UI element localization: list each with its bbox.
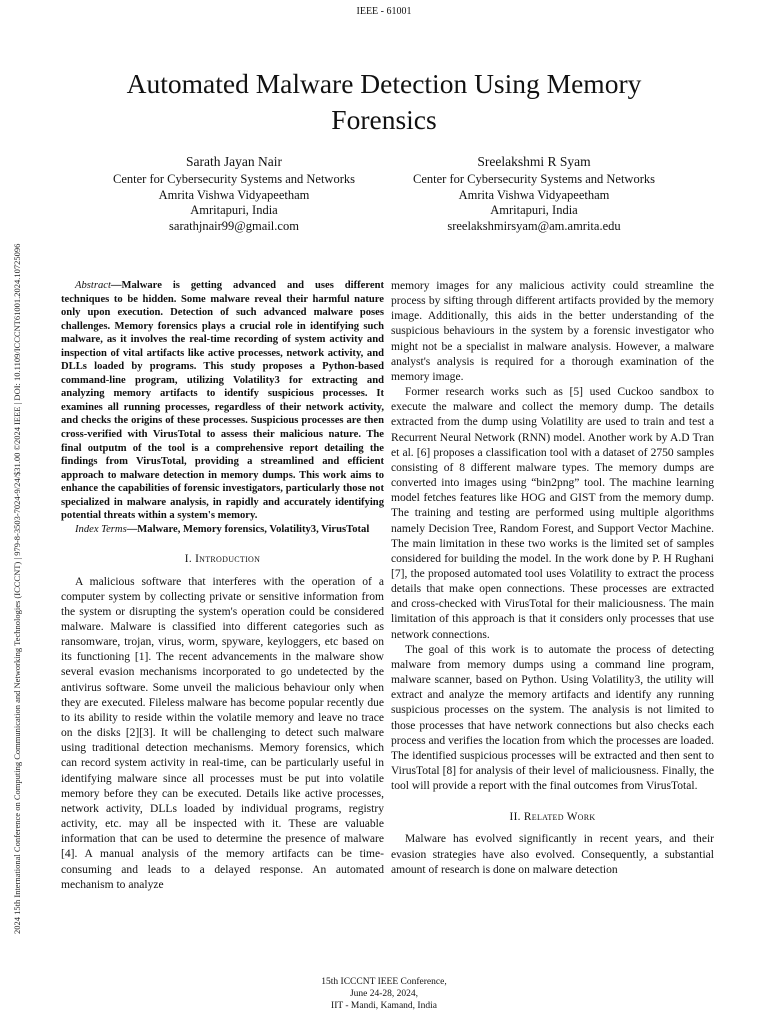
- intro-paragraph: A malicious software that interferes with the operation of a computer system by collecting private or sensitive information from the system or disrupting the system's operation could be considered malware. Malware is classified into different categories such as ransomware, trojan, virus, worm, spyware, keyloggers, etc based on its functioning [1]. The recent advancements in the malware show several evasion mechanisms incorporated to go undetected by the antivirus software. Some unveil the malicious behaviour only when they are executed. Fileless malware has become popular recently due to its ability to reside within the volatile memory and leave no trace on the disks [2][3]. It will be challenging to detect such malware using traditional detection mechanisms. Memory forensics, which can record system activity in real-time, can be particularly useful in identifying malware since all processes must be put into volatile memory before they can be executed. Details like active processes, network activity, DLLs loaded by individual programs, registry activity, etc. may all be inspected with it. These are valuable information that can be used to determine the presence of malware [4]. A manual analysis of the memory artifacts can be time-consuming and leads to a delayed response. An automated mechanism to analyze: [61, 575, 384, 891]
- abstract-label: Abstract: [75, 280, 111, 291]
- right-column: [391, 279, 714, 878]
- index-terms: [61, 523, 384, 537]
- author-email: sreelakshmirsyam@am.amrita.edu: [447, 219, 621, 234]
- author-location: Amritapuri, India: [190, 203, 278, 218]
- footer-conference: 15th ICCCNT IEEE Conference,: [321, 977, 447, 987]
- author-email: sarathjnair99@gmail.com: [169, 219, 299, 234]
- author-block-1: [84, 154, 384, 235]
- doi-side-note: 2024 15th International Conference on Computing Communication and Networking Technologies (ICCCNT) | 979-8-3503-7024-9/24/$31.00 ©2024 IEEE | DOI: 10.1109/ICCCNT61001.2024.10725096: [12, 243, 22, 934]
- footer-venue: IIT - Mandi, Kamand, India: [331, 1001, 437, 1011]
- related-paragraph: Malware has evolved significantly in recent years, and their evasion strategies have also evolved. Consequently, a substantial amount of research is done on malware detection: [391, 833, 714, 876]
- author-affiliation: Center for Cybersecurity Systems and Networks: [413, 171, 655, 186]
- footer-dates: June 24-28, 2024,: [349, 989, 419, 999]
- author-affiliation: Center for Cybersecurity Systems and Networks: [113, 171, 355, 186]
- body-paragraph: The goal of this work is to automate the process of detecting malware from memory dumps using a command line program, malware scanner, based on Python. Using Volatility3, the utility will extract and analyze the memory artifacts and identify any running suspicious processes on the system. The analysis is not limited to those processes that have network connections but also checks each process and verifies the location from which the processes are loaded. The identified suspicious processes will be extracted and then sent to VirusTotal [8] for analysis of their level of maliciousness. Finally, the tool will provide a report with the final outcomes from VirusTotal.: [391, 643, 714, 793]
- section-title: Related Work: [523, 811, 596, 824]
- author-location: Amritapuri, India: [490, 203, 578, 218]
- index-terms-text: —Malware, Memory forensics, Volatility3, VirusTotal: [126, 523, 370, 535]
- left-column: [61, 279, 384, 893]
- abstract: [61, 279, 384, 523]
- section-number: I.: [184, 553, 192, 566]
- author-name: Sarath Jayan Nair: [186, 154, 282, 169]
- section-number: II.: [509, 811, 521, 824]
- index-terms-label: Index Terms: [75, 523, 127, 535]
- body-paragraph: Former research works such as [5] used Cuckoo sandbox to execute the malware and collect the memory dump. The details extracted from the dump using Volatility are used to train and test a Recurrent Neural Network (RNN) model. Another work by A.D Tran et al. [6] proposes a classification tool with a dataset of 2750 samples consisting of 8 different malware types. The memory dumps are converted into images using “bin2png” tool. The machine learning model fetches features like HOG and GIST from the memory dump. The training and testing are performed using multiple algorithms namely Decision Tree, Random Forest, and Support Vector Machine. The main limitation in these two works is the limited set of samples considered for building the model. In the work done by P. H Rughani [7], the proposed automated tool uses Volatility to extract the process details that make open connections. These processes are extracted and cross-checked with VirusTotal for their maliciousness. The main limitation of this approach is that it considers only processes that use network connections.: [391, 386, 714, 641]
- page-footer: [0, 976, 768, 1012]
- author-institution: Amrita Vishwa Vidyapeetham: [458, 187, 610, 202]
- section-heading-related-work: [391, 810, 714, 825]
- author-block-2: [384, 154, 684, 235]
- conference-id: IEEE - 61001: [356, 6, 412, 17]
- paper-title: Automated Malware Detection Using Memory Forensics: [126, 68, 642, 135]
- section-heading-introduction: [61, 552, 384, 567]
- author-name: Sreelakshmi R Syam: [477, 154, 591, 169]
- section-title: Introduction: [195, 553, 261, 566]
- abstract-text: —Malware is getting advanced and uses different techniques to be hidden. Some malware reveal their harmful nature only upon execution. Detection of such advanced malware poses challenges. Memory forensics plays a crucial role in identifying such malware, as it involves the real-time recording of system activity and inspection of vital artifacts like active processes, network activity, and DLLs loaded by programs. This study proposes a Python-based command-line program, utilizing Volatility3 for extracting and analyzing memory artifacts to identify suspicious processes. It examines all running processes, regardless of their network activity, and checks the origins of these processes. Suspicious processes are then cross-verified with VirusTotal to assess their malicious nature. The final outputm of the tool is a comprehensive report detailing the findings from VirusTotal, providing a streamlined and efficient approach to malware detection in memory dumps. This work aims to enhance the capabilities of forensic investigators, particularly those not specialized in malware analysis, in rapidly and accurately identifying potential threats within a system's memory.: [61, 280, 384, 522]
- author-institution: Amrita Vishwa Vidyapeetham: [158, 187, 310, 202]
- body-paragraph: memory images for any malicious activity could streamline the process by sifting through different artifacts provided by the memory image. Additionally, this aids in the better understanding of the suspicious behaviours in the system by a forensic investigator who might not be a specialist in malware analysis. However, a malware analyst's analysis is required for a thorough examination of the memory image.: [391, 280, 714, 383]
